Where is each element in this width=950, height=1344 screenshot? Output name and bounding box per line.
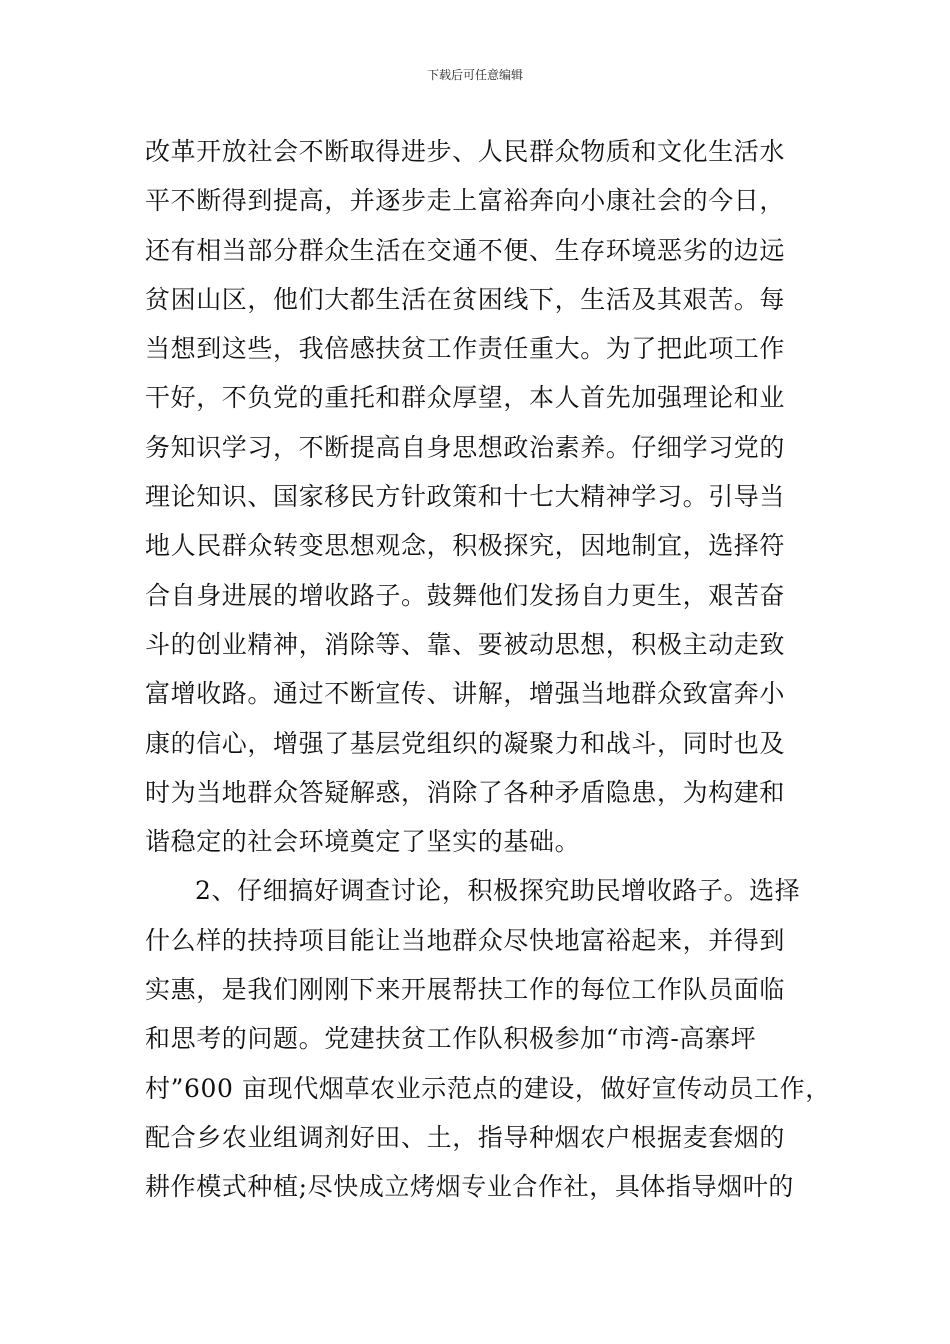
text-line: 时为当地群众答疑解惑，消除了各种矛盾隐患，为构建和	[145, 777, 786, 807]
text-line: 实惠，是我们刚刚下来开展帮扶工作的每位工作队员面临	[145, 975, 786, 1005]
text-line: 改革开放社会不断取得进步、人民群众物质和文化生活水	[145, 137, 786, 166]
text-line: 地人民群众转变思想观念，积极探究，因地制宜，选择符	[145, 531, 786, 561]
text-line: 富增收路。通过不断宣传、讲解，增强当地群众致富奔小	[145, 679, 786, 709]
text-line: 还有相当部分群众生活在交通不便、生存环境恶劣的边远	[145, 235, 786, 265]
text-line: 理论知识、国家移民方针政策和十七大精神学习。引导当	[145, 482, 786, 512]
text-line: 平不断得到提高，并逐步走上富裕奔向小康社会的今日，	[145, 186, 786, 216]
text-line: 2、仔细搞好调查讨论，积极探究助民增收路子。选择	[195, 876, 801, 906]
text-line: 村”600 亩现代烟草农业示范点的建设，做好宣传动员工作，	[145, 1073, 831, 1103]
paragraph-1	[145, 127, 810, 866]
text-line: 当想到这些，我倍感扶贫工作责任重大。为了把此项工作	[145, 334, 786, 364]
text-line: 贫困山区，他们大都生活在贫困线下，生活及其艰苦。每	[145, 284, 786, 314]
text-line: 干好，不负党的重托和群众厚望，本人首先加强理论和业	[145, 383, 786, 413]
text-line: 合自身进展的增收路子。鼓舞他们发扬自力更生，艰苦奋	[145, 580, 786, 610]
text-line: 耕作模式种植;尽快成立烤烟专业合作社，具体指导烟叶的	[145, 1172, 795, 1202]
text-line: 和思考的问题。党建扶贫工作队积极参加“市湾-高寨坪	[145, 1024, 757, 1054]
text-line: 什么样的扶持项目能让当地群众尽快地富裕起来，并得到	[145, 925, 786, 955]
document-body	[145, 127, 831, 1212]
page-header-note: 下载后可任意编辑	[426, 68, 523, 82]
text-line: 谐稳定的社会环境奠定了坚实的基础。	[145, 827, 581, 857]
text-line: 务知识学习，不断提高自身思想政治素养。仔细学习党的	[145, 432, 786, 462]
text-line: 康的信心，增强了基层党组织的凝聚力和战斗，同时也及	[145, 728, 786, 758]
text-line: 配合乡农业组调剂好田、土，指导种烟农户根据麦套烟的	[145, 1122, 786, 1152]
text-line: 斗的创业精神，消除等、靠、要被动思想，积极主动走致	[145, 629, 786, 659]
paragraph-2	[145, 866, 831, 1211]
